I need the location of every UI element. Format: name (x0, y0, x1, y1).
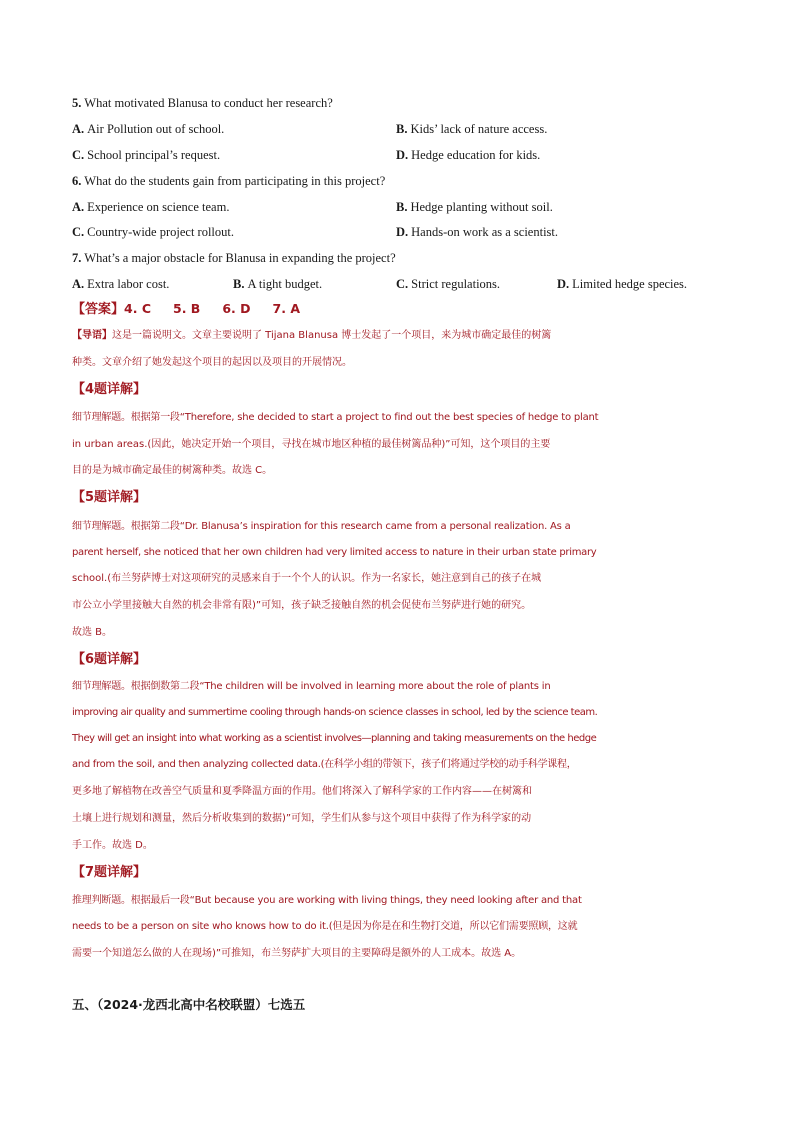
question-stem: What motivated Blanusa to conduct her research? (81, 96, 333, 110)
detail-heading-5: 【5题详解】 (72, 490, 147, 505)
detail-6-line-5: 更多地了解植物在改善空气质量和夏季降温方面的作用。他们将深入了解科学家的工作内容——在树篱和 (72, 786, 532, 797)
option-text: Hedge planting without soil. (410, 200, 553, 214)
option-text: Country-wide project rollout. (87, 225, 235, 239)
option-letter: C. (72, 148, 85, 162)
detail-6-line-3: They will get an insight into what working as a scientist involves—planning and taking measurements on the hedge (72, 733, 597, 744)
option-7a (72, 276, 169, 292)
question-number: 6. (72, 174, 82, 188)
detail-6-line-7: 手工作。故选 D。 (72, 840, 153, 851)
option-6a (72, 199, 229, 215)
option-6b (396, 199, 553, 215)
option-letter: A. (72, 200, 85, 214)
guide-text: 种类。文章介绍了她发起这个项目的起因以及项目的开展情况。 (72, 357, 352, 368)
guide-label: 【导语】 (72, 330, 112, 341)
option-5c (72, 147, 220, 163)
question-5 (72, 95, 333, 111)
detail-heading-4: 【4题详解】 (72, 382, 147, 397)
detail-4-line-2: in urban areas.(因此，她决定开始一个项目，寻找在城市地区种植的最佳树篱品种)”可知，这个项目的主要 (72, 439, 551, 450)
detail-6-line-1: 细节理解题。根据倒数第二段“The children will be involved in learning more about the role of plants in (72, 681, 551, 692)
guide-line-2 (72, 355, 732, 371)
detail-6-line-6: 土壤上进行规划和测量，然后分析收集到的数据)”可知，学生们从参与这个项目中获得了作为科学家的动 (72, 813, 532, 824)
option-letter: C. (72, 225, 85, 239)
option-5b (396, 121, 547, 137)
question-number: 7. (72, 251, 82, 265)
question-number: 5. (72, 96, 82, 110)
detail-5-line-5: 故选 B。 (72, 627, 113, 638)
guide-text: 这是一篇说明文。文章主要说明了 Tijana Blanusa 博士发起了一个项目，来为城市确定最佳的树篱 (112, 330, 552, 341)
option-5a (72, 121, 224, 137)
option-letter: B. (396, 122, 408, 136)
option-letter: B. (233, 277, 245, 291)
answer-item: 4. C (124, 301, 151, 316)
detail-6-line-2: improving air quality and summertime cooling through hands-on science classes in school, led by the science team. (72, 707, 598, 718)
detail-7-line-1: 推理判断题。根据最后一段“But because you are working with living things, they need looking after and that (72, 895, 582, 906)
option-letter: A. (72, 122, 85, 136)
question-stem: What do the students gain from participating in this project? (81, 174, 386, 188)
option-text: Kids’ lack of nature access. (410, 122, 548, 136)
option-letter: C. (396, 277, 409, 291)
detail-7-line-2: needs to be a person on site who knows how to do it.(但是因为你是在和生物打交道，所以它们需要照顾，这就 (72, 921, 578, 932)
option-letter: D. (396, 225, 409, 239)
detail-5-line-2: parent herself, she noticed that her own children had very limited access to nature in their urban state primary (72, 547, 597, 558)
detail-4-line-1: 细节理解题。根据第一段“Therefore, she decided to start a project to find out the best species of hedge to plant (72, 412, 599, 423)
option-text: Extra labor cost. (87, 277, 170, 291)
detail-5-line-3: school.(布兰努萨博士对这项研究的灵感来自于一个个人的认识。作为一名家长，她注意到自己的孩子在城 (72, 573, 542, 584)
option-6d (396, 224, 558, 240)
question-stem: What’s a major obstacle for Blanusa in expanding the project? (81, 251, 396, 265)
option-letter: B. (396, 200, 408, 214)
option-7c (396, 276, 500, 292)
option-text: Hands-on work as a scientist. (411, 225, 559, 239)
option-text: Hedge education for kids. (411, 148, 541, 162)
option-text: Strict regulations. (411, 277, 501, 291)
detail-heading-7: 【7题详解】 (72, 865, 147, 880)
option-letter: A. (72, 277, 85, 291)
answer-item: 6. D (222, 301, 251, 316)
detail-4-line-3: 目的是为城市确定最佳的树篱种类。故选 C。 (72, 465, 273, 476)
guide-line-1 (72, 328, 732, 344)
detail-7-line-3: 需要一个知道怎么做的人在现场)”可推知，布兰努萨扩大项目的主要障碍是额外的人工成本。故选 A。 (72, 948, 522, 959)
option-text: School principal’s request. (87, 148, 221, 162)
answer-item: 5. B (173, 301, 201, 316)
option-text: A tight budget. (247, 277, 323, 291)
option-letter: D. (557, 277, 570, 291)
option-6c (72, 224, 234, 240)
answer-label: 【答案】 (72, 302, 125, 317)
answer-line (72, 301, 300, 318)
option-letter: D. (396, 148, 409, 162)
question-6 (72, 173, 385, 189)
detail-heading-6: 【6题详解】 (72, 652, 147, 667)
option-text: Air Pollution out of school. (87, 122, 225, 136)
option-5d (396, 147, 540, 163)
detail-5-line-4: 市公立小学里接触大自然的机会非常有限)”可知，孩子缺乏接触自然的机会促使布兰努萨进行她的研究。 (72, 600, 532, 611)
option-7d (557, 276, 687, 292)
option-text: Limited hedge species. (572, 277, 688, 291)
detail-5-line-1: 细节理解题。根据第二段“Dr. Blanusa’s inspiration for this research came from a personal realization. As a (72, 521, 571, 532)
section-title: 五、（2024·龙西北高中名校联盟）七选五 (72, 997, 306, 1012)
option-7b (233, 276, 322, 292)
option-text: Experience on science team. (87, 200, 230, 214)
answer-item: 7. A (272, 301, 300, 316)
question-7 (72, 250, 396, 266)
detail-6-line-4: and from the soil, and then analyzing collected data.(在科学小组的带领下，孩子们将通过学校的动手科学课程， (72, 759, 577, 770)
